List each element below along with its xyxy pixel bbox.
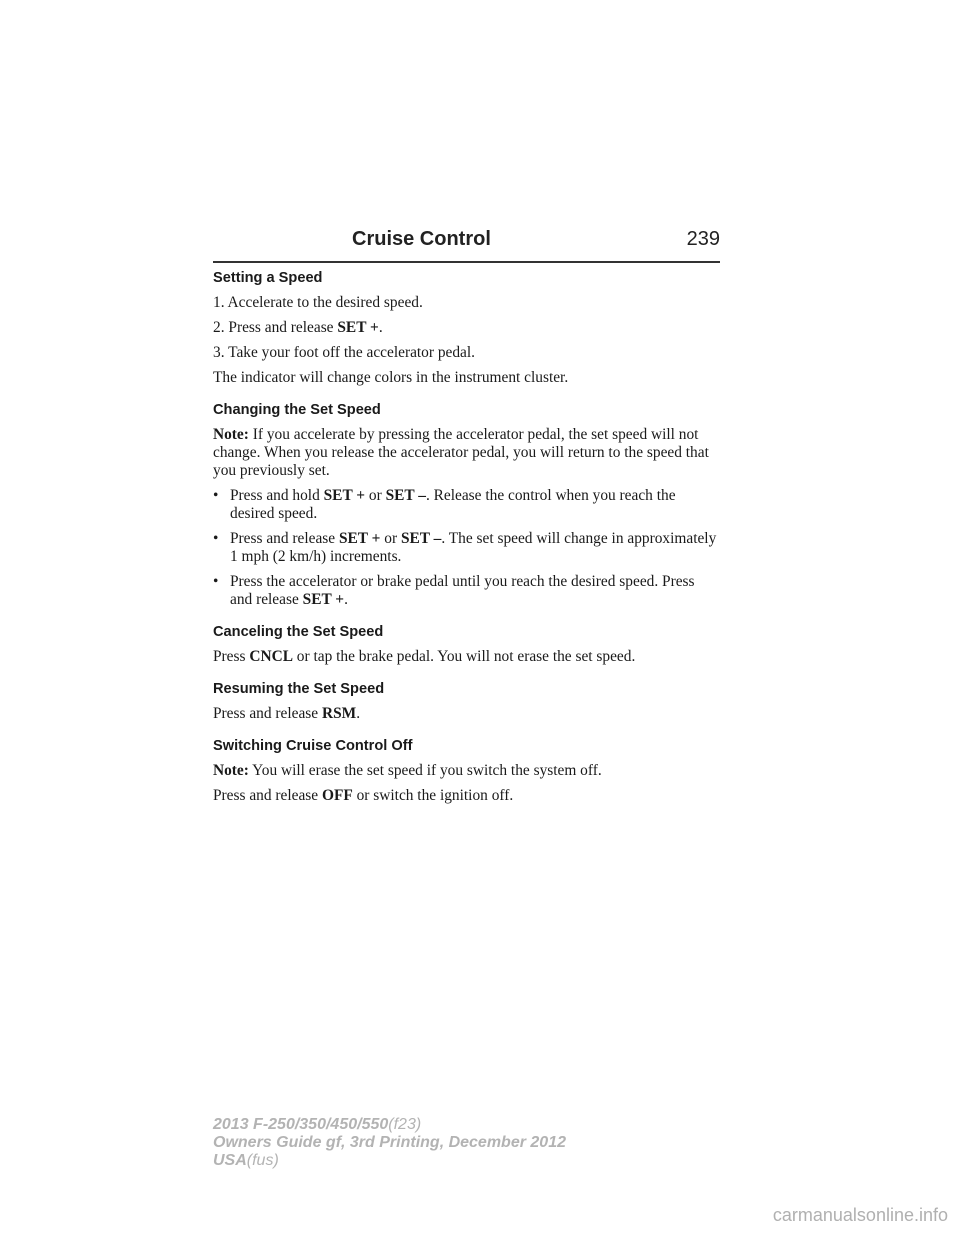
section-heading: Switching Cruise Control Off bbox=[213, 738, 413, 754]
list-item: • Press and release SET + or SET –. The set speed will change in approximately 1 mph (2 km/h) increments. bbox=[213, 530, 717, 565]
step-3: 3. Take your foot off the accelerator pedal. bbox=[213, 344, 476, 361]
bullet-icon: • bbox=[213, 530, 219, 547]
switching-text: Press and release OFF or switch the ignition off. bbox=[213, 787, 514, 804]
section-heading: Canceling the Set Speed bbox=[213, 624, 384, 640]
indicator-text: The indicator will change colors in the instrument cluster. bbox=[213, 369, 569, 386]
note-label: Note: bbox=[213, 426, 249, 443]
note-paragraph: Note: You will erase the set speed if you switch the system off. bbox=[213, 762, 602, 779]
section-canceling-speed bbox=[213, 623, 720, 666]
footer-line-3: USA(fus) bbox=[213, 1152, 279, 1169]
footer-line-1: 2013 F-250/350/450/550(f23) bbox=[213, 1116, 422, 1133]
footer-line-2: Owners Guide gf, 3rd Printing, December 2012 bbox=[213, 1134, 566, 1151]
section-heading: Setting a Speed bbox=[213, 270, 323, 286]
section-resuming-speed bbox=[213, 680, 720, 723]
resuming-text: Press and release RSM. bbox=[213, 705, 361, 722]
key-off: OFF bbox=[321, 787, 353, 804]
step-1: 1. Accelerate to the desired speed. bbox=[213, 294, 423, 311]
step-2: 2. Press and release SET +. bbox=[213, 319, 383, 336]
document-footer bbox=[213, 1116, 566, 1170]
bullet-icon: • bbox=[213, 487, 219, 504]
bullet-list bbox=[213, 487, 720, 609]
note-label: Note: bbox=[213, 762, 249, 779]
watermark: carmanualsonline.info bbox=[772, 1205, 948, 1225]
list-item: • Press the accelerator or brake pedal until you reach the desired speed. Press and release SET +. bbox=[213, 573, 695, 608]
section-setting-speed bbox=[213, 269, 720, 387]
key-cncl: CNCL bbox=[249, 648, 293, 665]
canceling-text: Press CNCL or tap the brake pedal. You will not erase the set speed. bbox=[213, 648, 636, 665]
page-title: Cruise Control bbox=[352, 228, 491, 250]
section-heading: Resuming the Set Speed bbox=[213, 681, 385, 697]
bullet-icon: • bbox=[213, 573, 219, 590]
list-item: • Press and hold SET + or SET –. Release the control when you reach the desired speed. bbox=[213, 487, 676, 522]
key-set-plus: SET + bbox=[337, 319, 379, 336]
key-rsm: RSM bbox=[321, 705, 357, 722]
section-heading: Changing the Set Speed bbox=[213, 402, 381, 418]
note-paragraph: Note: If you accelerate by pressing the accelerator pedal, the set speed will not change. When you release the accelerator pedal, you will return to the speed that you previously set. bbox=[213, 426, 709, 479]
header-rule bbox=[213, 261, 720, 263]
section-changing-speed bbox=[213, 401, 720, 609]
page-number: 239 bbox=[686, 228, 720, 250]
manual-content bbox=[213, 269, 720, 812]
section-switching-off bbox=[213, 737, 720, 805]
